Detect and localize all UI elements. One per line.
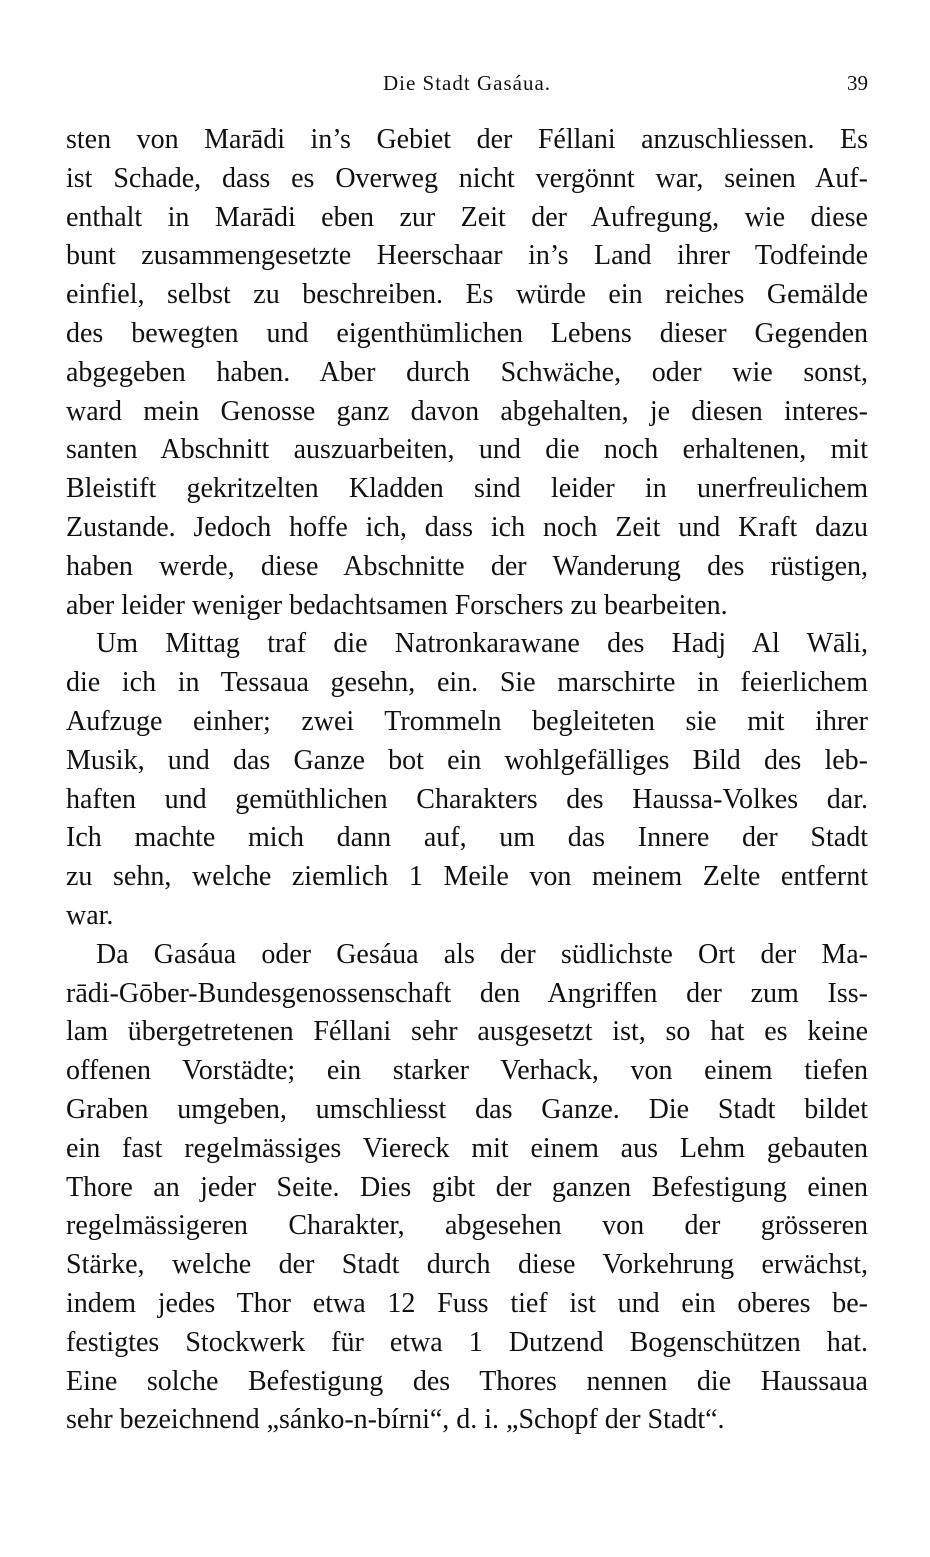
text-line: festigtes Stockwerk für etwa 1 Dutzend Bogenschützen hat. xyxy=(66,1326,868,1358)
body-text xyxy=(66,121,868,1440)
text-line: enthalt in Marādi eben zur Zeit der Aufregung, wie diese xyxy=(66,201,868,233)
text-line: ein fast regelmässiges Viereck mit einem aus Lehm gebauten xyxy=(66,1132,868,1164)
text-line: haften und gemüthlichen Charakters des Haussa-Volkes dar. xyxy=(66,783,868,815)
text-line: war. xyxy=(66,899,114,931)
text-line: aber leider weniger bedachtsamen Forschers zu bearbeiten. xyxy=(66,589,728,621)
text-line: bunt zusammengesetzte Heerschaar in’s Land ihrer Todfeinde xyxy=(66,240,868,272)
page-header xyxy=(66,66,868,100)
text-line: Ich machte mich dann auf, um das Innere der Stadt xyxy=(66,822,868,854)
text-line: zu sehn, welche ziemlich 1 Meile von meinem Zelte entfernt xyxy=(66,861,868,893)
text-line: Musik, und das Ganze bot ein wohlgefälliges Bild des leb- xyxy=(66,744,868,776)
text-line: sten von Marādi in’s Gebiet der Féllani anzuschliessen. Es xyxy=(66,124,868,155)
text-line: Stärke, welche der Stadt durch diese Vorkehrung erwächst, xyxy=(66,1249,868,1281)
text-line: abgegeben haben. Aber durch Schwäche, oder wie sonst, xyxy=(66,356,868,388)
text-line: haben werde, diese Abschnitte der Wanderung des rüstigen, xyxy=(66,550,868,582)
text-line: rādi-Gōber-Bundesgenossenschaft den Angriffen der zum Iss- xyxy=(66,977,868,1009)
text-line: Da Gasáua oder Gesáua als der südlichste Ort der Ma- xyxy=(96,938,868,970)
text-line: Aufzuge einher; zwei Trommeln begleiteten sie mit ihrer xyxy=(66,705,868,737)
text-line: Graben umgeben, umschliesst das Ganze. Die Stadt bildet xyxy=(66,1093,868,1125)
text-line: ward mein Genosse ganz davon abgehalten, je diesen interes- xyxy=(66,395,868,427)
text-line: Thore an jeder Seite. Dies gibt der ganzen Befestigung einen xyxy=(66,1171,868,1203)
text-line: des bewegten und eigenthümlichen Lebens dieser Gegenden xyxy=(66,317,868,349)
running-title: Die Stadt Gasáua. xyxy=(382,71,552,95)
text-line: Eine solche Befestigung des Thores nennen die Haussaua xyxy=(66,1365,868,1397)
page-number: 39 xyxy=(847,71,868,95)
text-line: Zustande. Jedoch hoffe ich, dass ich noch Zeit und Kraft dazu xyxy=(66,511,868,543)
text-line: ist Schade, dass es Overweg nicht vergönnt war, seinen Auf- xyxy=(66,162,868,194)
text-line: Um Mittag traf die Natronkarawane des Hadj Al Wāli, xyxy=(96,628,868,660)
text-line: die ich in Tessaua gesehn, ein. Sie marschirte in feierlichem xyxy=(66,667,868,699)
text-line: offenen Vorstädte; ein starker Verhack, von einem tiefen xyxy=(66,1055,868,1087)
text-line: lam übergetretenen Féllani sehr ausgesetzt ist, so hat es keine xyxy=(66,1016,868,1048)
text-line: einfiel, selbst zu beschreiben. Es würde ein reiches Gemälde xyxy=(66,279,868,311)
text-line: indem jedes Thor etwa 12 Fuss tief ist und ein oberes be- xyxy=(66,1287,868,1319)
text-line: regelmässigeren Charakter, abgesehen von der grösseren xyxy=(66,1210,868,1242)
text-line: Bleistift gekritzelten Kladden sind leider in unerfreulichem xyxy=(66,473,868,505)
text-line: sehr bezeichnend „sánko-n-bírni“, d. i. „Schopf der Stadt“. xyxy=(66,1404,725,1436)
text-line: santen Abschnitt auszuarbeiten, und die noch erhaltenen, mit xyxy=(66,434,868,466)
